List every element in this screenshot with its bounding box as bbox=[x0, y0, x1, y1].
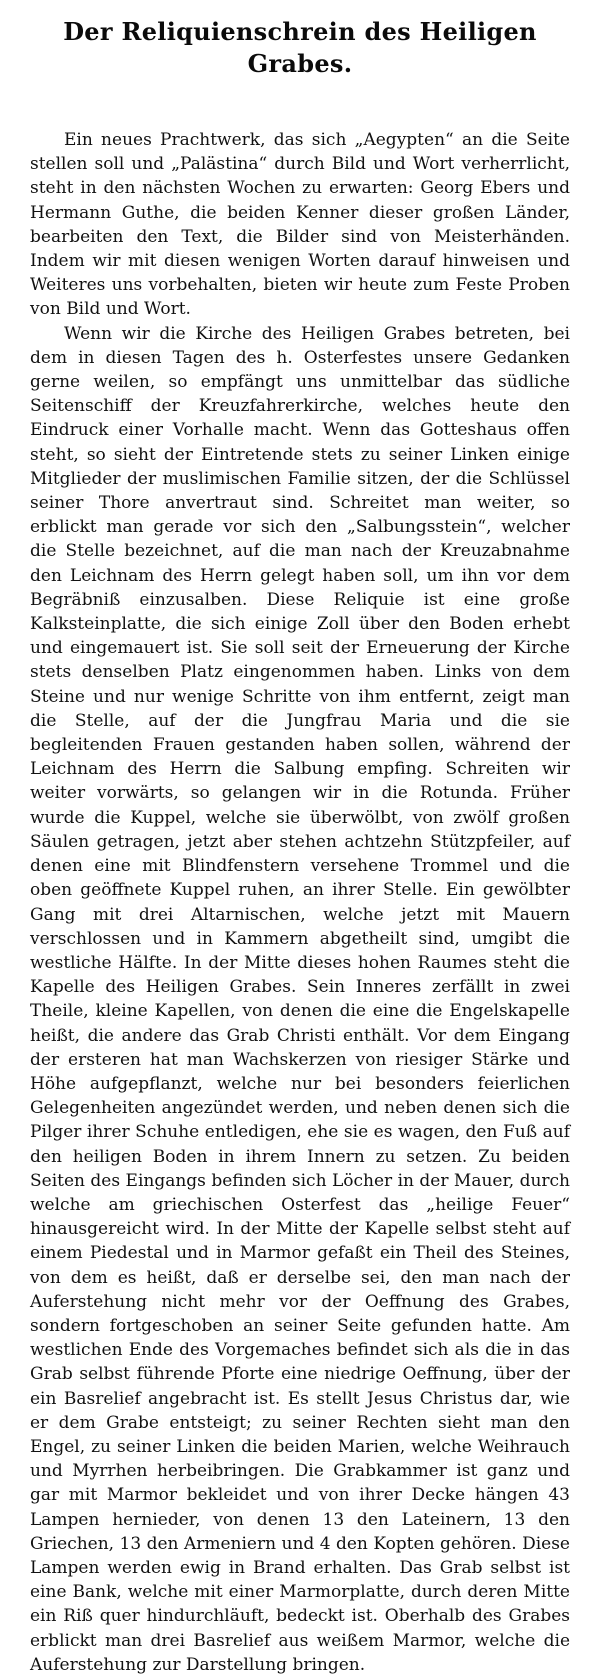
article-title: Der Reliquienschrein des Heiligen Grabes. bbox=[63, 17, 537, 78]
article-paragraph-main: Wenn wir die Kirche des Heiligen Grabes betreten, bei dem in diesen Tagen des h. Osterfestes unsere Gedanken gerne weilen, so empfängt uns unmittelbar das südliche Seitenschiff der Kreuzfahrerkirche, welches heute den Eindruck einer Vorhalle macht. Wenn das Gotteshaus offen steht, so sieht der Eintretende stets zu seiner Linken einige Mitglieder der muslimischen Familie sitzen, der die Schlüssel seiner Thore anvertraut sind. Schreitet man weiter, so erblickt man gerade vor sich den „Salbungsstein“, welcher die Stelle bezeichnet, auf die man nach der Kreuzabnahme den Leichnam des Herrn gelegt haben soll, um ihn vor dem Begräbniß einzusalben. Diese Reliquie ist eine große Kalksteinplatte, die sich einige Zoll über den Boden erhebt und eingemauert ist. Sie soll seit der Erneuerung der Kirche stets denselben Platz eingenommen haben. Links von dem Steine und nur wenige Schritte von ihm entfernt, zeigt man die Stelle, auf der die Jungfrau Maria und die sie begleitenden Frauen gestanden haben sollen, während der Leichnam des Herrn die Salbung empfing. Schreiten wir weiter vorwärts, so gelangen wir in die Rotunda. Früher wurde die Kuppel, welche sie überwölbt, von zwölf großen Säulen getragen, jetzt aber stehen achtzehn Stützpfeiler, auf denen eine mit Blindfenstern versehene Trommel und die oben geöffnete Kuppel ruhen, an ihrer Stelle. Ein gewölbter Gang mit drei Altarnischen, welche jetzt mit Mauern verschlossen und in Kammern abgetheilt sind, umgibt die westliche Hälfte. In der Mitte dieses hohen Raumes steht die Kapelle des Heiligen Grabes. Sein Inneres zerfällt in zwei Theile, kleine Kapellen, von denen die eine die Engelskapelle heißt, die andere das Grab Christi enthält. Vor dem Eingang der ersteren hat man Wachskerzen von riesiger Stärke und Höhe aufgepflanzt, welche nur bei besonders feierlichen Gelegenheiten angezündet werden, und neben denen sich die Pilger ihrer Schuhe entledigen, ehe sie es wagen, den Fuß auf den heiligen Boden in ihrem Innern zu setzen. Zu beiden Seiten des Eingangs befinden sich Löcher in der Mauer, durch welche am griechischen Osterfest das „heilige Feuer“ hinausgereicht wird. In der Mitte der Kapelle selbst steht auf einem Piedestal und in Marmor gefaßt ein Theil des Steines, von dem es heißt, daß er derselbe sei, den man nach der Auferstehung nicht mehr vor der Oeffnung des Grabes, sondern fortgeschoben an seiner Seite gefunden hatte. Am westlichen Ende des Vorgemaches befindet sich als die in das Grab selbst führende Pforte eine niedrige Oeffnung, über der ein Basrelief angebracht ist. Es stellt Jesus Christus dar, wie er dem Grabe entsteigt; zu seiner Rechten sieht man den Engel, zu seiner Linken die beiden Marien, welche Weihrauch und Myrrhen herbeibringen. Die Grabkammer ist ganz und gar mit Marmor bekleidet und von ihrer Decke hängen 43 Lampen hernieder, von denen 13 den Lateinern, 13 den Griechen, 13 den Armeniern und 4 den Kopten gehören. Diese Lampen werden ewig in Brand erhalten. Das Grab selbst ist eine Bank, welche mit einer Marmorplatte, durch deren Mitte ein Riß quer hindurchläuft, bedeckt ist. Oberhalb des Grabes erblickt man drei Basrelief aus weißem Marmor, welche die Auferstehung zur Darstellung bringen. bbox=[30, 323, 570, 1675]
article-paragraph-intro: Ein neues Prachtwerk, das sich „Aegypten“ an die Seite stellen soll und „Palästina“ durch Bild und Wort verherrlicht, steht in den nächsten Wochen zu erwarten: Georg Ebers und Hermann Guthe, die beiden Kenner dieser großen Länder, bearbeiten den Text, die Bilder sind von Meisterhänden. Indem wir mit diesen wenigen Worten darauf hinweisen und Weiteres uns vorbehalten, bieten wir heute zum Feste Proben von Bild und Wort. bbox=[30, 130, 570, 320]
